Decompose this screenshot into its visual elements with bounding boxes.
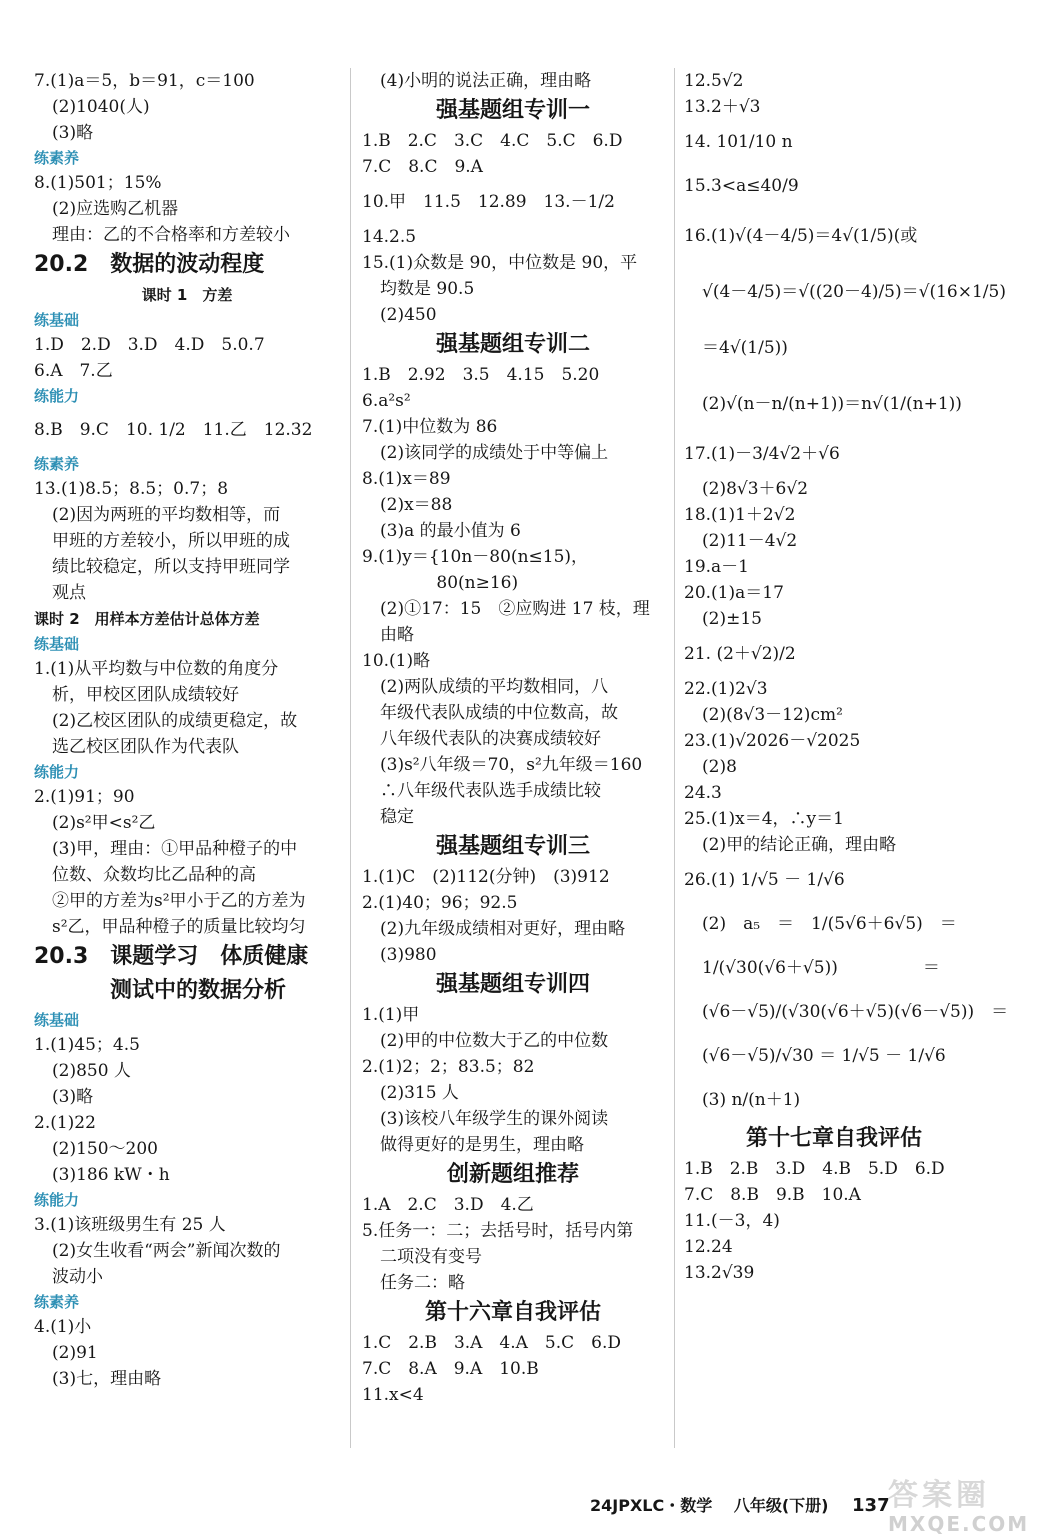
answer-line: (2)乙校区团队的成绩更稳定，故	[52, 711, 298, 731]
answer-line: 17.(1)－3/4√2＋√6	[684, 444, 840, 464]
answer-line: 均数是 90.5	[380, 279, 475, 299]
answer-line: (3) n/(n＋1)	[702, 1090, 801, 1110]
answer-line: 8.B 9.C 10. 1/2 11.乙 12.32	[34, 420, 313, 440]
answer-line: 4.(1)小	[34, 1317, 92, 1337]
answer-line: 6.A 7.乙	[34, 361, 113, 381]
answer-line: 13.2＋√3	[684, 97, 761, 117]
answer-line: 理由：乙的不合格率和方差较小	[52, 225, 290, 245]
answer-line: (√6－√5)/√30 ＝ 1/√5 － 1/√6	[702, 1046, 946, 1066]
answer-line: 1.B 2.92 3.5 4.15 5.20	[362, 365, 600, 385]
exercise-level-label: 练能力	[34, 763, 80, 781]
answer-line: (2)91	[52, 1343, 98, 1363]
answer-line: 9.(1)y＝{10n－80(n≤15)，	[362, 547, 589, 567]
answer-line: (2)两队成绩的平均数相同，八	[380, 677, 609, 697]
exercise-level-label: 练素养	[34, 1293, 80, 1311]
answer-line: 1.D 2.D 3.D 4.D 5.0.7	[34, 335, 265, 355]
section-heading: 测试中的数据分析	[110, 978, 287, 1003]
answer-line: 八年级代表队的决赛成绩较好	[380, 729, 601, 749]
answer-line: 8.(1)x＝89	[362, 469, 451, 489]
answer-line: (3)略	[52, 123, 94, 143]
answer-line: 15.3<a≤40/9	[684, 176, 799, 196]
exercise-level-label: 练素养	[34, 149, 80, 167]
watermark-cn-text: 答案圈	[888, 1478, 990, 1513]
answer-line: (2)850 人	[52, 1061, 131, 1081]
answer-line: (2)±15	[702, 609, 762, 629]
answer-line: 稳定	[380, 807, 414, 827]
answer-line: (2)该同学的成绩处于中等偏上	[380, 443, 609, 463]
answer-line: 2.(1)91；90	[34, 787, 135, 807]
answer-line: 1.(1)C (2)112(分钟) (3)912	[362, 867, 610, 887]
answer-line: (2) a₅ ＝ 1/(5√6＋6√5) ＝	[702, 914, 957, 934]
answer-line: (2)8√3＋6√2	[702, 479, 809, 499]
answer-line: (2)150～200	[52, 1139, 158, 1159]
answer-line: 19.a－1	[684, 557, 749, 577]
section-heading: 创新题组推荐	[446, 1162, 579, 1187]
answer-line: 7.(1)中位数为 86	[362, 417, 498, 437]
answer-line: 2.(1)2；2；83.5；82	[362, 1057, 535, 1077]
answer-line: 7.C 8.B 9.B 10.A	[684, 1185, 861, 1205]
answer-line: 7.C 8.A 9.A 10.B	[362, 1359, 539, 1379]
answer-line: 80(n≥16)	[380, 573, 519, 593]
answer-line: 1.(1)甲	[362, 1005, 420, 1025]
answer-line: (3)略	[52, 1087, 94, 1107]
section-heading: 强基题组专训一	[435, 98, 590, 123]
answer-line: ②甲的方差为s²甲小于乙的方差为	[52, 891, 306, 911]
answer-line: 26.(1) 1/√5 － 1/√6	[684, 870, 845, 890]
answer-line: 6.a²s²	[362, 391, 411, 411]
answer-line: ＝4√(1/5))	[702, 338, 788, 358]
answer-line: 13.(1)8.5；8.5；0.7；8	[34, 479, 229, 499]
section-heading: 课时 2 用样本方差估计总体方差	[34, 610, 260, 628]
answer-line: 21. (2＋√2)/2	[684, 644, 796, 664]
answer-line: (2)(8√3－12)cm²	[702, 705, 843, 725]
answer-line: 16.(1)√(4－4/5)＝4√(1/5)(或	[684, 226, 918, 246]
answer-line: 14.2.5	[362, 227, 417, 247]
answer-line: (3)980	[380, 945, 437, 965]
answer-line: (2)11－4√2	[702, 531, 798, 551]
section-heading: 强基题组专训三	[435, 834, 590, 859]
answer-line: 选乙校区团队作为代表队	[52, 737, 239, 757]
answer-line: 14. 101/10 n	[684, 132, 793, 152]
answer-column-left	[34, 68, 340, 1392]
answer-line: s²乙，甲品种橙子的质量比较均匀	[52, 917, 306, 937]
answer-line: 由略	[380, 625, 414, 645]
answer-line: (2)1040(人)	[52, 97, 150, 117]
answer-line: 位数、众数均比乙品种的高	[52, 865, 256, 885]
exercise-level-label: 练基础	[34, 311, 80, 329]
answer-line: 年级代表队成绩的中位数高，故	[380, 703, 618, 723]
answer-line: (2)x＝88	[380, 495, 453, 515]
answer-line: 波动小	[52, 1267, 103, 1287]
answer-line: (2)女生收看“两会”新闻次数的	[52, 1241, 281, 1261]
section-heading: 20.2 数据的波动程度	[34, 252, 265, 277]
page-number: 137	[852, 1495, 890, 1516]
answer-line: √(4－4/5)＝√((20－4)/5)＝√(16×1/5)	[702, 282, 1006, 302]
answer-line: 11.x<4	[362, 1385, 424, 1405]
answer-line: (2)九年级成绩相对更好，理由略	[380, 919, 626, 939]
exercise-level-label: 练能力	[34, 387, 80, 405]
answer-line: 25.(1)x＝4，∴y＝1	[684, 809, 844, 829]
watermark-logo	[888, 1470, 1044, 1536]
answer-line: 1.(1)从平均数与中位数的角度分	[34, 659, 279, 679]
answer-line: 13.2√39	[684, 1263, 755, 1283]
exercise-level-label: 练能力	[34, 1191, 80, 1209]
answer-line: 2.(1)40；96；92.5	[362, 893, 518, 913]
answer-line: 2.(1)22	[34, 1113, 96, 1133]
page-footer	[590, 1493, 890, 1516]
answer-line: (3)该校八年级学生的课外阅读	[380, 1109, 609, 1129]
answer-line: 12.24	[684, 1237, 733, 1257]
section-heading: 课时 1 方差	[141, 286, 233, 304]
answer-line: 15.(1)众数是 90，中位数是 90，平	[362, 253, 638, 273]
answer-line: 观点	[52, 583, 86, 603]
exercise-level-label: 练基础	[34, 1011, 80, 1029]
answer-line: 10.(1)略	[362, 651, 431, 671]
answer-line: (2)因为两班的平均数相等，而	[52, 505, 281, 525]
answer-line: 做得更好的是男生，理由略	[380, 1135, 584, 1155]
answer-line: 绩比较稳定，所以支持甲班同学	[52, 557, 290, 577]
answer-line: (4)小明的说法正确，理由略	[380, 71, 592, 91]
answer-line: 甲班的方差较小，所以甲班的成	[52, 531, 290, 551]
column-divider-2	[674, 68, 675, 1448]
answer-line: 7.(1)a＝5，b＝91，c＝100	[34, 71, 255, 91]
grade-label: 八年级(下册)	[733, 1496, 829, 1515]
answer-line: 18.(1)1＋2√2	[684, 505, 796, 525]
watermark-en-text: MXQE.COM	[888, 1512, 1030, 1536]
answer-line: (2)√(n－n/(n+1))＝n√(1/(n+1))	[702, 394, 962, 414]
answer-line: 3.(1)该班级男生有 25 人	[34, 1215, 226, 1235]
exercise-level-label: 练基础	[34, 635, 80, 653]
exercise-level-label: 练素养	[34, 455, 80, 473]
answer-line: 20.(1)a＝17	[684, 583, 784, 603]
answer-line: (2)应选购乙机器	[52, 199, 179, 219]
answer-line: 析，甲校区团队成绩较好	[52, 685, 239, 705]
answer-line: (2)①17：15 ②应购进 17 枝，理	[380, 599, 650, 619]
answer-line: 8.(1)501；15%	[34, 173, 162, 193]
answer-line: 23.(1)√2026－√2025	[684, 731, 861, 751]
answer-line: 1.B 2.B 3.D 4.B 5.D 6.D	[684, 1159, 945, 1179]
answer-line: 1.A 2.C 3.D 4.乙	[362, 1195, 534, 1215]
answer-line: (2)315 人	[380, 1083, 459, 1103]
answer-line: 二项没有变号	[380, 1247, 482, 1267]
answer-line: (√6－√5)/(√30(√6＋√5)(√6－√5)) ＝	[702, 1002, 1009, 1022]
section-heading: 第十七章自我评估	[745, 1126, 922, 1151]
answer-line: 7.C 8.C 9.A	[362, 157, 483, 177]
answer-line: (3)甲，理由：①甲品种橙子的中	[52, 839, 298, 859]
answer-line: 12.5√2	[684, 71, 744, 91]
answer-line: (2)s²甲<s²乙	[52, 813, 156, 833]
answer-column-right	[684, 68, 1009, 1286]
section-heading: 20.3 课题学习 体质健康	[34, 944, 309, 969]
column-divider-1	[350, 68, 351, 1448]
section-heading: 第十六章自我评估	[424, 1300, 601, 1325]
answer-line: (3)186 kW・h	[52, 1165, 170, 1185]
answer-line: 1.B 2.C 3.C 4.C 5.C 6.D	[362, 131, 623, 151]
answer-line: (2)甲的结论正确，理由略	[702, 835, 897, 855]
answer-line: (2)甲的中位数大于乙的中位数	[380, 1031, 609, 1051]
answer-line: 1/(√30(√6＋√5)) ＝	[702, 958, 940, 978]
answer-line: 任务二：略	[380, 1273, 465, 1293]
answer-line: 1.(1)45；4.5	[34, 1035, 140, 1055]
answer-line: (2)450	[380, 305, 437, 325]
answer-line: 10.甲 11.5 12.89 13.－1/2	[362, 192, 615, 212]
answer-line: (2)8	[702, 757, 737, 777]
answer-line: 24.3	[684, 783, 722, 803]
answer-line: (3)s²八年级＝70，s²九年级＝160	[380, 755, 643, 775]
answer-line: 22.(1)2√3	[684, 679, 768, 699]
answer-column-middle	[362, 68, 664, 1408]
answer-line: 1.C 2.B 3.A 4.A 5.C 6.D	[362, 1333, 622, 1353]
answer-line: 5.任务一：二；去括号时，括号内第	[362, 1221, 634, 1241]
answer-line: 11.(－3，4)	[684, 1211, 780, 1231]
book-code: 24JPXLC・数学	[590, 1496, 713, 1515]
section-heading: 强基题组专训二	[435, 332, 590, 357]
answer-line: ∴八年级代表队选手成绩比较	[380, 781, 601, 801]
section-heading: 强基题组专训四	[435, 972, 590, 997]
answer-line: (3)七，理由略	[52, 1369, 162, 1389]
answer-line: (3)a 的最小值为 6	[380, 521, 521, 541]
